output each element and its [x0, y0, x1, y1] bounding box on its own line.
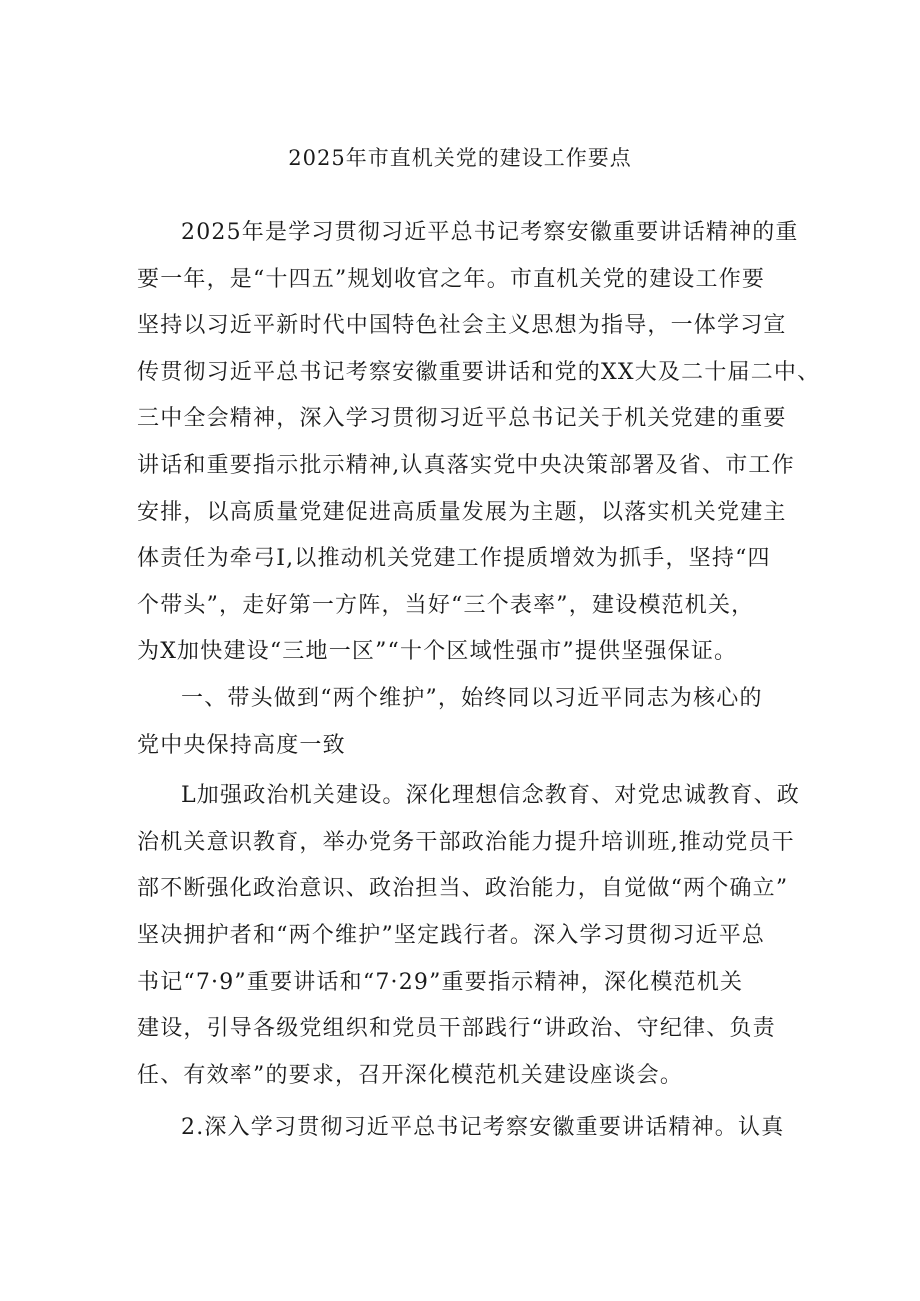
paragraph-line: L加强政治机关建设。深化理想信念教育、对党忠诚教育、政 [181, 783, 801, 809]
section-heading [137, 676, 797, 769]
section-heading-line: 党中央保持高度一致 [137, 732, 346, 758]
paragraph-line: 任、有效率”的要求，召开深化模范机关建设座谈会。 [137, 1062, 684, 1088]
paragraph-line: 为X加快建设“三地一区”“十个区域性强市”提供坚强保证。 [137, 639, 738, 665]
paragraph-line: 2025年是学习贯彻习近平总书记考察安徽重要讲话精神的重 [181, 220, 799, 245]
paragraph-line: 传贯彻习近平总书记考察安徽重要讲话和党的XX大及二十届二中、 [137, 359, 821, 385]
paragraph-intro [137, 210, 821, 676]
document-title: 2025年市直机关党的建设工作要点 [288, 146, 632, 170]
document-body [137, 210, 821, 1152]
paragraph-line: 体责任为牵弓I,以推动机关党建工作提质增效为抓手，坚持“四 [137, 546, 771, 572]
paragraph-item-2 [137, 1105, 797, 1152]
paragraph-line: 安排，以高质量党建促进高质量发展为主题，以落实机关党建主 [137, 499, 787, 525]
paragraph-line: 治机关意识教育，举办党务干部政治能力提升培训班,推动党员干 [137, 829, 795, 855]
paragraph-item-1 [137, 773, 801, 1099]
paragraph-line: 讲话和重要指示批示精神,认真落实党中央决策部署及省、市工作 [137, 452, 795, 478]
paragraph-line: 坚持以习近平新时代中国特色社会主义思想为指导，一体学习宣 [137, 313, 787, 339]
paragraph-line: 2.深入学习贯彻习近平总书记考察安徽重要讲话精神。认真 [181, 1115, 785, 1141]
paragraph-line: 书记“7·9”重要讲话和“7·29”重要指示精神，深化模范机关 [137, 969, 744, 995]
paragraph-line: 建设，引导各级党组织和党员干部践行“讲政治、守纪律、负责 [137, 1016, 776, 1042]
paragraph-line: 坚决拥护者和“两个维护”坚定践行者。深入学习贯彻习近平总 [137, 922, 766, 948]
paragraph-line: 个带头”，走好第一方阵，当好“三个表率”，建设模范机关， [137, 592, 755, 618]
paragraph-line: 三中全会精神，深入学习贯彻习近平总书记关于机关党建的重要 [137, 406, 787, 432]
paragraph-line: 要一年，是“十四五”规划收官之年。市直机关党的建设工作要 [137, 266, 766, 292]
paragraph-line: 部不断强化政治意识、政治担当、政治能力，自觉做“两个确立” [137, 876, 789, 902]
section-heading-line: 一、带头做到“两个维护”，始终同以习近平同志为核心的 [181, 685, 763, 711]
